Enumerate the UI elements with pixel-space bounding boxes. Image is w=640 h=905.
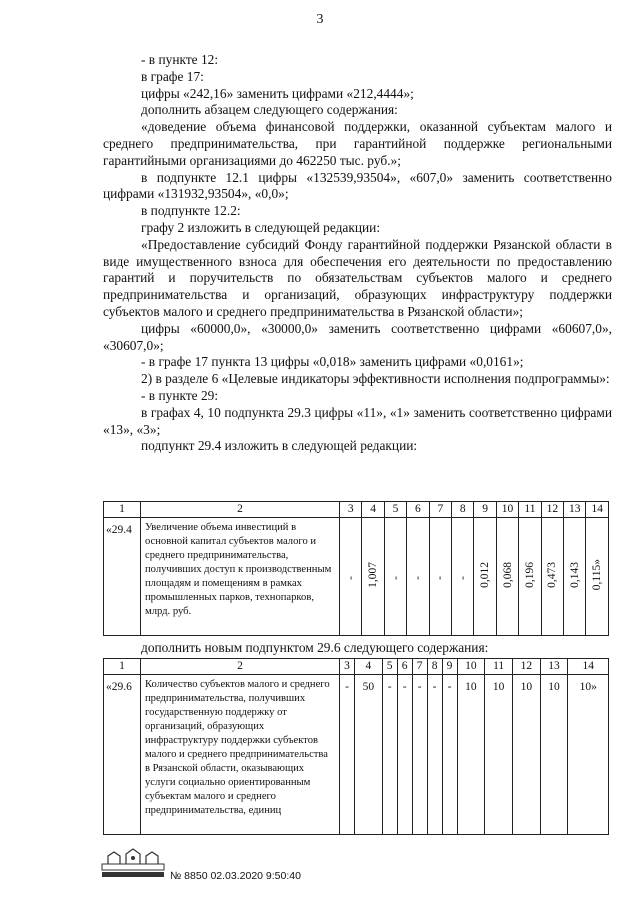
paragraph: «Предоставление субсидий Фонду гарантийной поддержки Рязанской области в виде имущественного взноса для обеспечения его деятельности по предоставлению гарантий и поручительств по обязательствам субъектов малого и среднего предпринимательства и организаций, образующих инфраструктуру поддержки субъектов малого и среднего предпринимательства в Рязанской области»; <box>103 236 612 319</box>
value-cell: 10» <box>568 675 609 835</box>
table-row <box>104 518 609 636</box>
value-cell <box>452 518 474 636</box>
row-code: «29.4 <box>104 518 141 636</box>
header-cell: 5 <box>382 659 397 675</box>
value-cell <box>496 518 518 636</box>
table1-intro: подпункт 29.4 изложить в следующей редакции: <box>141 438 418 454</box>
page-number: 3 <box>316 12 324 27</box>
value-cell <box>474 518 496 636</box>
header-cell: 6 <box>397 659 412 675</box>
paragraph: - в пункте 12: <box>141 52 219 67</box>
paragraph: графу 2 изложить в следующей редакции: <box>141 219 381 235</box>
header-cell: 13 <box>540 659 568 675</box>
value-text: - <box>411 575 424 580</box>
value-cell <box>340 518 362 636</box>
value-text: - <box>389 575 402 580</box>
header-cell: 7 <box>412 659 427 675</box>
paragraph: в графе 17: <box>141 68 204 84</box>
header-cell: 3 <box>340 502 362 518</box>
paragraph: - в пункте 29: <box>141 387 219 403</box>
paragraph: цифры «242,16» заменить цифрами «212,4444»; <box>141 85 414 101</box>
header-cell: 4 <box>354 659 382 675</box>
header-cell: 11 <box>519 502 541 518</box>
value-cell <box>519 518 541 636</box>
paragraph: «доведение объема финансовой поддержки, оказанной субъектам малого и среднего предпринимательства, при гарантийной поддержке региональными гарантийными организациями до 462250 тыс. руб.»; <box>103 119 612 168</box>
paragraph: дополнить абзацем следующего содержания: <box>141 102 398 118</box>
value-text: 0,068 <box>501 562 514 588</box>
paragraph: цифры «60000,0», «30000,0» заменить соответственно цифрами «60607,0», «30607,0»; <box>103 320 612 353</box>
value-cell <box>384 518 406 636</box>
value-cell: - <box>397 675 412 835</box>
header-cell: 1 <box>104 659 141 675</box>
value-text: - <box>344 575 357 580</box>
header-cell: 12 <box>512 659 540 675</box>
value-cell: - <box>427 675 442 835</box>
table-row <box>104 675 609 835</box>
header-cell: 6 <box>407 502 429 518</box>
header-cell: 8 <box>452 502 474 518</box>
value-cell: 50 <box>354 675 382 835</box>
header-cell: 14 <box>568 659 609 675</box>
registration-stamp-icon <box>100 846 166 880</box>
value-cell: - <box>412 675 427 835</box>
paragraph: в подпункте 12.2: <box>141 203 241 219</box>
value-cell: 10 <box>485 675 513 835</box>
header-cell: 2 <box>141 502 340 518</box>
header-cell: 4 <box>362 502 384 518</box>
table-header-row <box>104 502 609 518</box>
value-text: 0,115» <box>591 559 604 591</box>
header-cell: 9 <box>442 659 457 675</box>
header-cell: 10 <box>457 659 485 675</box>
value-cell: 10 <box>457 675 485 835</box>
value-text: - <box>434 575 447 580</box>
value-cell <box>564 518 586 636</box>
value-cell <box>362 518 384 636</box>
header-cell: 12 <box>541 502 563 518</box>
row-description: Количество субъектов малого и среднего предпринимательства, получивших государственную поддержку от организаций, образующих инфраструктуру поддержки субъектов малого и среднего предпринимательства в Рязанской области, оказывающих услуги социально ориентированным субъектам малого и среднего предпринимательства, единиц <box>141 675 340 835</box>
value-text: 1,007 <box>367 562 380 588</box>
header-cell: 14 <box>586 502 609 518</box>
table-subitem-29-6 <box>103 658 609 835</box>
value-cell <box>586 518 609 636</box>
value-cell: - <box>442 675 457 835</box>
value-cell <box>429 518 451 636</box>
paragraph: 2) в разделе 6 «Целевые индикаторы эффективности исполнения подпрограммы»: <box>141 371 610 387</box>
value-cell: - <box>382 675 397 835</box>
header-cell: 10 <box>496 502 518 518</box>
paragraph: в подпункте 12.1 цифры «132539,93504», «607,0» заменить соответственно цифрами «131932,93504», «0,0»; <box>103 169 612 202</box>
row-description: Увеличение объема инвестиций в основной капитал субъектов малого и среднего предпринимательства, получивших доступ к производственным площадям и помещениям в рамках промышленных парков, технопарков, млрд. руб. <box>141 518 340 636</box>
table-subitem-29-4 <box>103 501 609 636</box>
header-cell: 8 <box>427 659 442 675</box>
header-cell: 7 <box>429 502 451 518</box>
value-cell: 10 <box>512 675 540 835</box>
value-cell: 10 <box>540 675 568 835</box>
value-text: 0,143 <box>568 562 581 588</box>
paragraph: - в графе 17 пункта 13 цифры «0,018» заменить цифрами «0,0161»; <box>141 354 524 370</box>
registration-footer: № 8850 02.03.2020 9:50:40 <box>170 870 301 882</box>
header-cell: 13 <box>564 502 586 518</box>
value-text: 0,196 <box>523 562 536 588</box>
header-cell: 11 <box>485 659 513 675</box>
header-cell: 9 <box>474 502 496 518</box>
row-code: «29.6 <box>104 675 141 835</box>
table2-intro: дополнить новым подпунктом 29.6 следующего содержания: <box>141 640 489 655</box>
value-cell: - <box>340 675 355 835</box>
value-text: - <box>456 575 469 580</box>
header-cell: 1 <box>104 502 141 518</box>
value-text: 0,012 <box>479 562 492 588</box>
document-body <box>103 52 612 455</box>
header-cell: 3 <box>340 659 355 675</box>
header-cell: 2 <box>141 659 340 675</box>
value-text: 0,473 <box>546 562 559 588</box>
value-cell <box>541 518 563 636</box>
value-cell <box>407 518 429 636</box>
table-header-row <box>104 659 609 675</box>
header-cell: 5 <box>384 502 406 518</box>
paragraph: в графах 4, 10 подпункта 29.3 цифры «11», «1» заменить соответственно цифрами «13», «3»; <box>103 404 612 437</box>
